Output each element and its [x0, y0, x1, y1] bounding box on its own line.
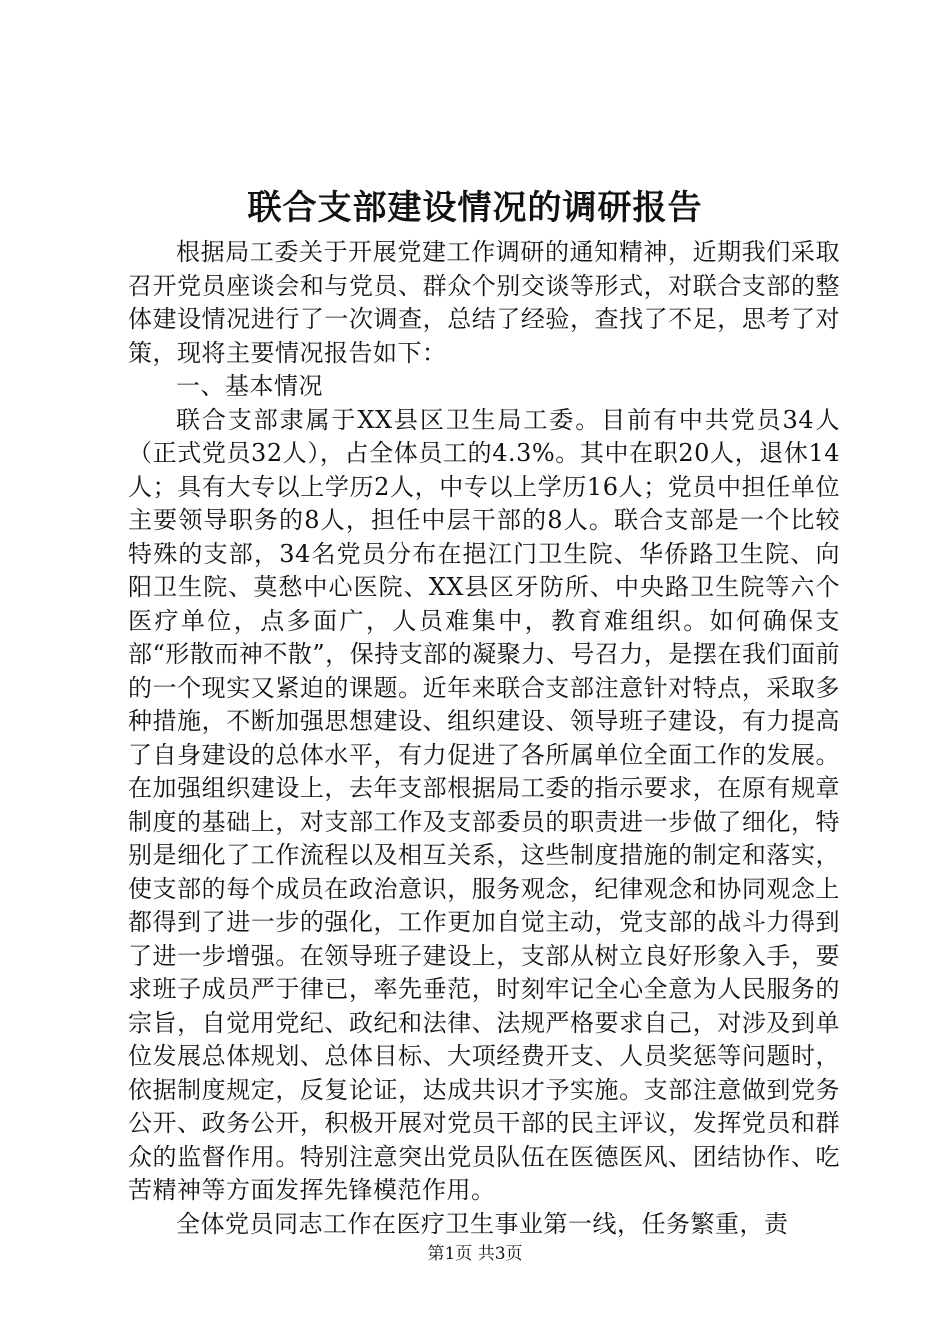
paragraph-basic-situation: 联合支部隶属于XX县区卫生局工委。目前有中共党员34人（正式党员32人），占全体员工的4.3%。其中在职20人，退休14人；具有大专以上学历2人，中专以上学历16人；党员中担任单位主要领导职务的8人，担任中层干部的8人。联合支部是一个比较特殊的支部，34名党员分布在挹江门卫生院、华侨路卫生院、向阳卫生院、莫愁中心医院、XX县区牙防所、中央路卫生院等六个医疗单位，点多面广，人员难集中，教育难组织。如何确保支部“形散而神不散”，保持支部的凝聚力、号召力，是摆在我们面前的一个现实又紧迫的课题。近年来联合支部注意针对特点，采取多种措施，不断加强思想建设、组织建设、领导班子建设，有力提高了自身建设的总体水平，有力促进了各所属单位全面工作的发展。在加强组织建设上，去年支部根据局工委的指示要求，在原有规章制度的基础上，对支部工作及支部委员的职责进一步做了细化，特别是细化了工作流程以及相互关系，这些制度措施的制定和落实，使支部的每个成员在政治意识，服务观念，纪律观念和协同观念上都得到了进一步的强化，工作更加自觉主动，党支部的战斗力得到了进一步增强。在领导班子建设上，支部从树立良好形象入手，要求班子成员严于律已，率先垂范，时刻牢记全心全意为人民服务的宗旨，自觉用党纪、政纪和法律、法规严格要求自己，对涉及到单位发展总体规划、总体目标、大项经费开支、人员奖惩等问题时，依据制度规定，反复论证，达成共识才予实施。支部注意做到党务公开、政务公开，积极开展对党员干部的民主评议，发挥党员和群众的监督作用。特别注意突出党员队伍在医德医风、团结协作、吃苦精神等方面发挥先锋模范作用。: [128, 405, 840, 1204]
document-title: 联合支部建设情况的调研报告: [247, 188, 703, 228]
paragraph-intro: 根据局工委关于开展党建工作调研的通知精神，近期我们采取召开党员座谈会和与党员、群众个别交谈等形式，对联合支部的整体建设情况进行了一次调查，总结了经验，查找了不足，思考了对策，现将主要情况报告如下：: [128, 238, 840, 367]
document-body: [128, 236, 840, 1241]
section-heading-basic-situation: 一、基本情况: [176, 372, 323, 400]
page-number-footer: 第1页 共3页: [427, 1244, 523, 1264]
paragraph-continued: 全体党员同志工作在医疗卫生事业第一线，任务繁重，责: [176, 1209, 789, 1238]
